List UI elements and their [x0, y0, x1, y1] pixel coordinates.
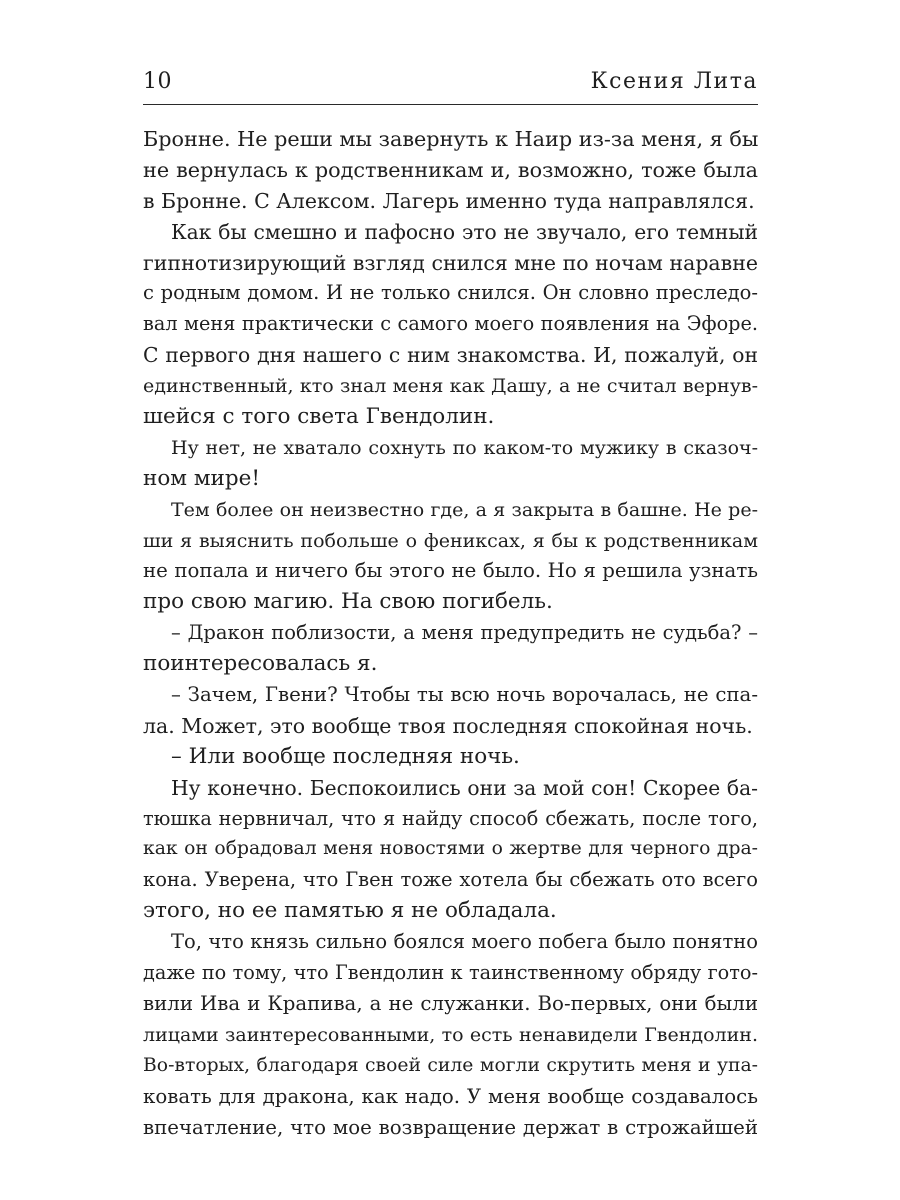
paragraph-first-line: – Или вообще последняя ночь. [171, 743, 520, 769]
paragraph-first-line: – Зачем, Гвени? Чтобы ты всю ночь ворочалась, не спа- [171, 683, 758, 707]
text-line: кона. Уверена, что Гвен тоже хотела бы сбежать ото всего [143, 868, 758, 892]
text-line: вили Ива и Крапива, а не служанки. Во-первых, они были [143, 991, 758, 1015]
text-line: единственный, кто знал меня как Дашу, а не считал вернув- [143, 375, 758, 398]
paragraph-first-line: – Дракон поблизости, а меня предупредить не судьба? – [171, 621, 758, 645]
paragraph-first-line: Тем более он неизвестно где, а я закрыта в башне. Не ре- [171, 498, 758, 521]
author-name: Ксения Лита [590, 69, 758, 94]
text-line: с родным домом. И не только снился. Он словно преследо- [143, 281, 758, 305]
text-line: тюшка нервничал, что я найду способ сбежать, после того, [143, 806, 758, 830]
paragraph-first-line: Ну нет, не хватало сохнуть по каком-то мужику в сказоч- [171, 436, 758, 459]
paragraph-first-line: Как бы смешно и пафосно это не звучало, его темный [171, 219, 758, 244]
paragraph-first-line: То, что князь сильно боялся моего побега было понятно [171, 930, 758, 954]
text-line: шейся с того света Гвендолин. [143, 404, 495, 430]
text-line: в Бронне. С Алексом. Лагерь именно туда направлялся. [143, 188, 755, 213]
text-line: не вернулась к родственникам и, возможно, тоже была [143, 157, 758, 182]
text-line: С первого дня нашего с ним знакомства. И, пожалуй, он [143, 343, 758, 368]
text-line: даже по тому, что Гвендолин к таинственному обряду гото- [143, 961, 758, 985]
text-line: Во-вторых, благодаря своей силе могли скрутить меня и упа- [143, 1054, 758, 1076]
text-line: лицами заинтересованными, то есть ненавидели Гвендолин. [143, 1023, 758, 1046]
text-line: поинтересовалась я. [143, 651, 378, 677]
text-line: вал меня практически с самого моего появления на Эфоре. [143, 312, 758, 336]
paragraph-first-line: Ну конечно. Беспокоились они за мой сон! Скорее ба- [171, 775, 758, 800]
text-line: ши я выяснить побольше о фениксах, я бы к родственникам [143, 529, 758, 552]
text-line: про свою магию. На свою погибель. [143, 589, 553, 615]
body-text [143, 124, 758, 1143]
running-header [143, 62, 758, 105]
text-line: ковать для дракона, как надо. У меня вообще создавалось [143, 1084, 758, 1108]
text-line: как он обрадовал меня новостями о жертве для черного дра- [143, 838, 758, 860]
text-line: впечатление, что мое возвращение держат в строжайшей [143, 1115, 758, 1139]
text-line: не попала и ничего бы этого не было. Но я решила узнать [143, 559, 758, 583]
page-number: 10 [143, 69, 172, 94]
text-line: этого, но ее памятью я не обладала. [143, 898, 557, 924]
text-line: ном мире! [143, 465, 261, 491]
text-line: ла. Может, это вообще твоя последняя спокойная ночь. [143, 713, 753, 738]
text-line: Бронне. Не реши мы завернуть к Наир из-за меня, я бы [143, 127, 759, 151]
text-line: гипнотизирующий взгляд снился мне по ночам наравне [143, 250, 758, 275]
